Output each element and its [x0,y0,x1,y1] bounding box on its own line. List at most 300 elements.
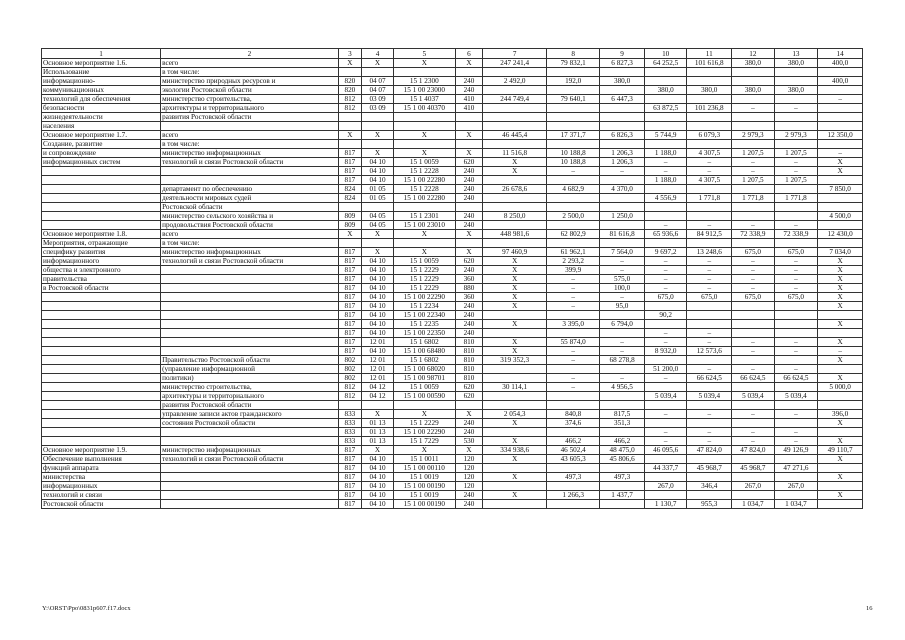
value-cell: 1 206,3 [600,158,645,167]
value-cell [338,68,361,77]
value-cell: 65 936,6 [644,230,687,239]
value-cell [732,383,775,392]
table-row [42,374,863,383]
value-cell: 46 095,6 [644,446,687,455]
value-cell: X [455,446,483,455]
value-cell: 334 938,6 [483,446,547,455]
value-cell [483,464,547,473]
executor-cell: экологии Ростовской области [161,86,339,95]
value-cell: – [687,365,732,374]
executor-cell: архитектуры и территориального [161,104,339,113]
value-cell [547,203,600,212]
value-cell [393,113,455,122]
value-cell [393,122,455,131]
value-cell: 817 [338,500,361,509]
value-cell: X [338,230,361,239]
value-cell: 1 207,5 [774,176,818,185]
value-cell [547,392,600,401]
value-cell: – [644,284,687,293]
value-cell: 120 [455,464,483,473]
value-cell: 90,2 [644,311,687,320]
value-cell: 240 [455,194,483,203]
value-cell [483,392,547,401]
value-cell: 675,0 [774,293,818,302]
value-cell: 240 [455,86,483,95]
value-cell: 396,0 [818,410,863,419]
value-cell [393,203,455,212]
value-cell [732,239,775,248]
value-cell: 47 271,6 [774,464,818,473]
value-cell: – [600,266,645,275]
executor-cell [161,293,339,302]
value-cell [732,473,775,482]
value-cell: 15 1 6802 [393,338,455,347]
table-row [42,383,863,392]
value-cell [362,239,394,248]
value-cell: 101 616,8 [687,59,732,68]
value-cell: 63 872,5 [644,104,687,113]
value-cell [732,77,775,86]
value-cell: 15 1 00 22280 [393,176,455,185]
header-cell-2: 2 [161,49,339,59]
value-cell: X [818,293,863,302]
value-cell: 55 874,0 [547,338,600,347]
value-cell: 15 1 00 40370 [393,104,455,113]
value-cell: 7 034,0 [818,248,863,257]
value-cell: 15 1 2229 [393,419,455,428]
value-cell: 240 [455,320,483,329]
activity-cell: функций аппарата [42,464,161,473]
value-cell: 1 437,7 [600,491,645,500]
value-cell: – [547,374,600,383]
value-cell [393,401,455,410]
value-cell: 12 01 [362,356,394,365]
value-cell: 15 1 00 00590 [393,392,455,401]
value-cell: X [393,410,455,419]
value-cell [818,113,863,122]
value-cell [774,77,818,86]
value-cell: 380,0 [732,86,775,95]
value-cell: 675,0 [774,248,818,257]
value-cell: 04 10 [362,455,394,464]
activity-cell [42,419,161,428]
value-cell: 04 10 [362,464,394,473]
activity-cell: жизнедеятельности [42,113,161,122]
value-cell: X [483,284,547,293]
value-cell: – [774,338,818,347]
value-cell [483,68,547,77]
value-cell [644,356,687,365]
value-cell [547,113,600,122]
value-cell: – [644,329,687,338]
value-cell: 4 556,9 [644,194,687,203]
value-cell [483,428,547,437]
value-cell: X [483,347,547,356]
executor-cell: министерство сельского хозяйства и [161,212,339,221]
value-cell: – [547,347,600,356]
activity-cell: безопасности [42,104,161,113]
table-row [42,140,863,149]
value-cell: 15 1 00 22280 [393,194,455,203]
value-cell: 824 [338,185,361,194]
value-cell: X [818,302,863,311]
activity-cell [42,338,161,347]
value-cell: 45 968,7 [687,464,732,473]
value-cell: 47 824,0 [687,446,732,455]
table-row [42,365,863,374]
value-cell [547,482,600,491]
value-cell [687,311,732,320]
activity-cell: Основное мероприятие 1.9. [42,446,161,455]
value-cell: 817 [338,491,361,500]
header-cell-5: 5 [393,49,455,59]
value-cell [687,140,732,149]
header-cell-11: 11 [687,49,732,59]
value-cell: 15 1 00 22350 [393,329,455,338]
value-cell: – [644,338,687,347]
value-cell [687,356,732,365]
value-cell: 15 1 0019 [393,491,455,500]
executor-cell: департамент по обеспечению [161,185,339,194]
table-row [42,347,863,356]
value-cell [687,185,732,194]
activity-cell [42,221,161,230]
value-cell [483,113,547,122]
value-cell: – [600,257,645,266]
header-cell-7: 7 [483,49,547,59]
value-cell [338,140,361,149]
value-cell [687,383,732,392]
value-cell: 5 000,0 [818,383,863,392]
activity-cell [42,437,161,446]
value-cell [483,122,547,131]
value-cell: 380,0 [600,77,645,86]
value-cell [600,464,645,473]
header-cell-13: 13 [774,49,818,59]
activity-cell [42,410,161,419]
value-cell: 346,4 [687,482,732,491]
value-cell: 68 278,8 [600,356,645,365]
value-cell: – [774,266,818,275]
value-cell [774,491,818,500]
value-cell: X [483,338,547,347]
table-row [42,356,863,365]
value-cell [644,473,687,482]
executor-cell: технологий и связи Ростовской области [161,158,339,167]
activity-cell [42,167,161,176]
value-cell: – [774,158,818,167]
value-cell [455,68,483,77]
value-cell: 04 10 [362,473,394,482]
value-cell: 15 1 00 00110 [393,464,455,473]
value-cell: 1 266,3 [547,491,600,500]
value-cell: X [455,131,483,140]
document-page [41,48,863,509]
executor-cell [161,473,339,482]
value-cell [818,311,863,320]
value-cell: X [818,320,863,329]
value-cell [774,311,818,320]
value-cell: 15 1 00 23010 [393,221,455,230]
value-cell: X [483,275,547,284]
value-cell: X [362,248,394,257]
value-cell: – [732,347,775,356]
value-cell: – [687,437,732,446]
value-cell: 26 678,6 [483,185,547,194]
value-cell [600,113,645,122]
value-cell [818,464,863,473]
value-cell: X [393,446,455,455]
value-cell: 11 516,8 [483,149,547,158]
value-cell: 1 771,8 [774,194,818,203]
value-cell [732,356,775,365]
value-cell: 1 207,5 [732,176,775,185]
value-cell [644,212,687,221]
value-cell [483,86,547,95]
value-cell: 817 [338,329,361,338]
value-cell: – [687,329,732,338]
activity-cell [42,401,161,410]
value-cell: 9 697,2 [644,248,687,257]
value-cell: 1 771,8 [732,194,775,203]
value-cell: X [393,248,455,257]
value-cell: 833 [338,437,361,446]
value-cell: – [547,284,600,293]
value-cell [818,500,863,509]
executor-cell: министерство информационных [161,248,339,257]
value-cell: 03 09 [362,104,394,113]
value-cell: 15 1 0059 [393,383,455,392]
value-cell: – [732,437,775,446]
value-cell: X [362,59,394,68]
value-cell: – [644,437,687,446]
table-row [42,329,863,338]
value-cell [732,455,775,464]
table-row [42,194,863,203]
value-cell: 04 10 [362,284,394,293]
value-cell [687,203,732,212]
value-cell [483,482,547,491]
value-cell [774,113,818,122]
value-cell [644,122,687,131]
value-cell: 5 039,4 [687,392,732,401]
executor-cell [161,428,339,437]
value-cell [732,491,775,500]
executor-cell [161,491,339,500]
value-cell: – [547,167,600,176]
value-cell: 240 [455,329,483,338]
value-cell: 809 [338,221,361,230]
value-cell: 7 564,0 [600,248,645,257]
value-cell: – [687,266,732,275]
value-cell: 15 1 00 68020 [393,365,455,374]
value-cell: 100,0 [600,284,645,293]
value-cell: 6 827,3 [600,59,645,68]
activity-cell: коммуникационных [42,86,161,95]
activity-cell: специфику развития [42,248,161,257]
value-cell [818,104,863,113]
value-cell: 15 1 00 00190 [393,500,455,509]
value-cell [483,500,547,509]
value-cell: – [644,158,687,167]
table-row [42,338,863,347]
activity-cell [42,428,161,437]
value-cell [600,392,645,401]
value-cell [547,239,600,248]
value-cell [644,68,687,77]
value-cell: 817 [338,293,361,302]
value-cell: 675,0 [732,293,775,302]
value-cell: 802 [338,374,361,383]
value-cell: – [818,95,863,104]
activity-cell [42,185,161,194]
value-cell: 15 1 0059 [393,257,455,266]
value-cell: 1 206,3 [600,149,645,158]
value-cell [818,329,863,338]
value-cell [732,140,775,149]
value-cell [483,104,547,113]
value-cell: 824 [338,194,361,203]
value-cell [547,176,600,185]
value-cell: 04 12 [362,383,394,392]
value-cell: 817 [338,464,361,473]
value-cell: X [455,59,483,68]
activity-cell: Создание, развитие [42,140,161,149]
value-cell: 17 371,7 [547,131,600,140]
value-cell: 809 [338,212,361,221]
table-row [42,239,863,248]
executor-cell: министерство информационных [161,446,339,455]
value-cell: 15 1 2229 [393,284,455,293]
value-cell: – [687,167,732,176]
value-cell [362,401,394,410]
value-cell: 810 [455,356,483,365]
executor-cell: продовольствия Ростовской области [161,221,339,230]
activity-cell: технологий для обеспечения [42,95,161,104]
value-cell: 2 492,0 [483,77,547,86]
value-cell [547,104,600,113]
value-cell: 817 [338,320,361,329]
value-cell: 15 1 00 22290 [393,293,455,302]
value-cell: 120 [455,473,483,482]
value-cell [483,374,547,383]
value-cell: X [483,473,547,482]
value-cell [687,320,732,329]
activity-cell [42,365,161,374]
value-cell: 817 [338,149,361,158]
value-cell: 817 [338,446,361,455]
value-cell: X [362,230,394,239]
value-cell: 812 [338,383,361,392]
value-cell: – [644,167,687,176]
executor-cell: всего [161,59,339,68]
value-cell: 833 [338,410,361,419]
value-cell: 120 [455,482,483,491]
value-cell: X [483,266,547,275]
value-cell: – [547,275,600,284]
value-cell: – [644,266,687,275]
value-cell: 466,2 [547,437,600,446]
value-cell: 240 [455,491,483,500]
value-cell: X [362,410,394,419]
value-cell: X [818,356,863,365]
value-cell [483,176,547,185]
value-cell: 240 [455,212,483,221]
value-cell [774,383,818,392]
value-cell [687,122,732,131]
executor-cell: в том числе: [161,140,339,149]
value-cell: 04 10 [362,482,394,491]
value-cell: 1 188,0 [644,149,687,158]
value-cell: 833 [338,419,361,428]
value-cell: – [600,167,645,176]
value-cell [774,356,818,365]
value-cell: X [483,158,547,167]
value-cell: 820 [338,77,361,86]
value-cell [687,77,732,86]
value-cell: 5 039,4 [644,392,687,401]
table-row [42,302,863,311]
value-cell: X [818,374,863,383]
value-cell [338,122,361,131]
value-cell: 3 395,0 [547,320,600,329]
value-cell: 15 1 2228 [393,167,455,176]
executor-cell [161,338,339,347]
value-cell: 04 10 [362,158,394,167]
value-cell: X [362,446,394,455]
table-row [42,257,863,266]
activity-cell: и сопровождение [42,149,161,158]
value-cell: 15 1 7229 [393,437,455,446]
value-cell [644,320,687,329]
value-cell [600,239,645,248]
value-cell: 817 [338,275,361,284]
budget-table [41,48,863,509]
value-cell: 675,0 [644,293,687,302]
value-cell: 820 [338,86,361,95]
value-cell [774,455,818,464]
table-row [42,203,863,212]
value-cell: 244 749,4 [483,95,547,104]
activity-cell: Основное мероприятие 1.8. [42,230,161,239]
executor-cell: всего [161,131,339,140]
table-row [42,59,863,68]
value-cell: 810 [455,347,483,356]
value-cell [483,239,547,248]
value-cell: 5 744,9 [644,131,687,140]
value-cell: – [732,104,775,113]
value-cell: 15 1 2235 [393,320,455,329]
value-cell [644,185,687,194]
value-cell: 802 [338,356,361,365]
value-cell: – [644,428,687,437]
value-cell: 497,3 [600,473,645,482]
value-cell: 817,5 [600,410,645,419]
table-row [42,491,863,500]
value-cell: 466,2 [600,437,645,446]
value-cell [687,473,732,482]
activity-cell: информационных систем [42,158,161,167]
activity-cell [42,302,161,311]
value-cell [483,194,547,203]
value-cell: X [818,158,863,167]
value-cell: 01 05 [362,185,394,194]
value-cell: 267,0 [644,482,687,491]
value-cell: 6 794,0 [600,320,645,329]
executor-cell: Ростовской области [161,203,339,212]
value-cell: 46 445,4 [483,131,547,140]
executor-cell: политики) [161,374,339,383]
